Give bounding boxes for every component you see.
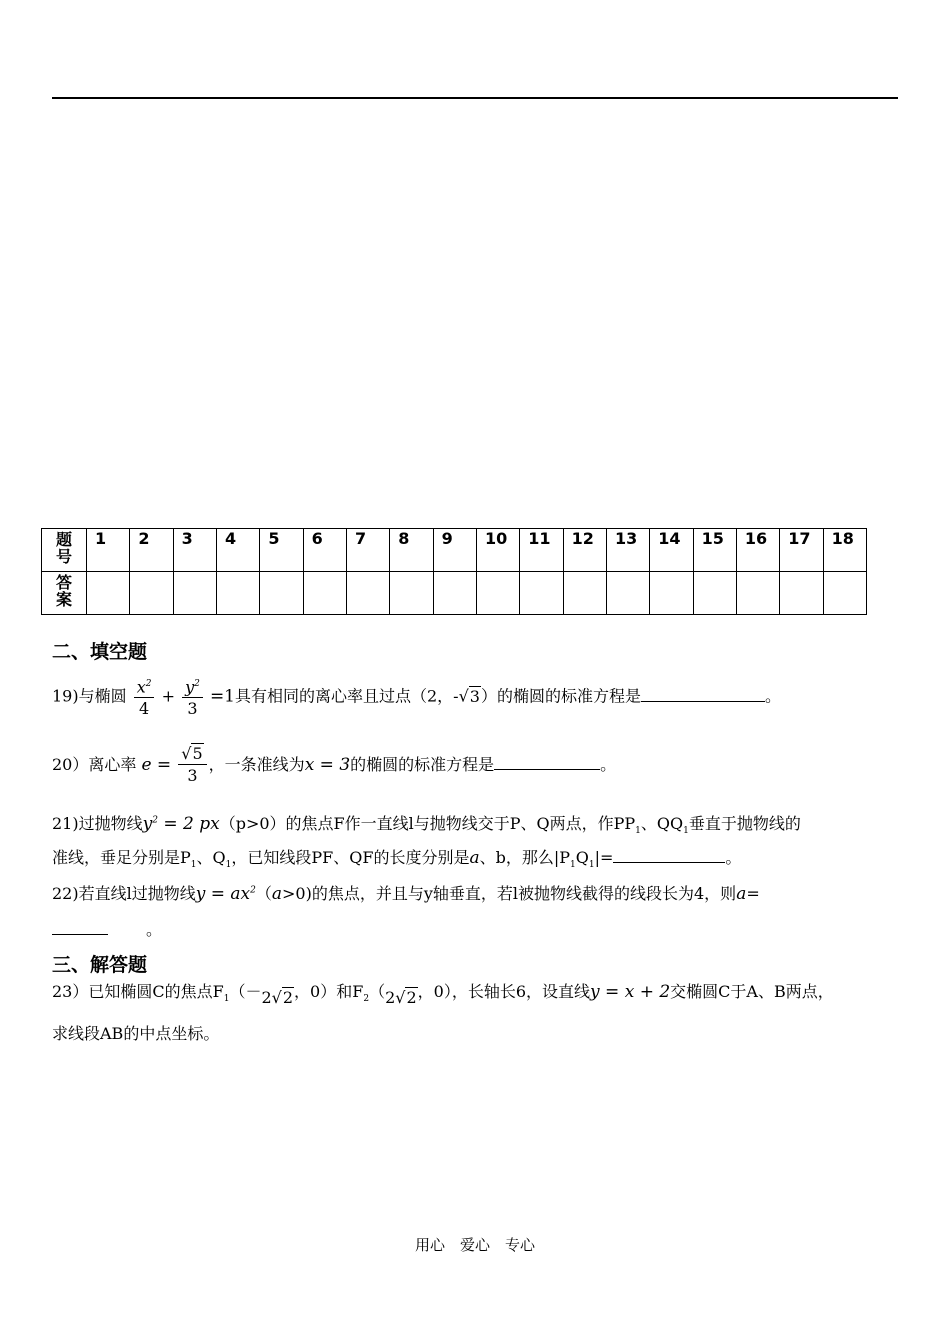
question-23-line1 xyxy=(52,979,834,1007)
answer-cell[interactable] xyxy=(390,572,433,615)
q21-sub: 1 xyxy=(635,826,641,837)
q21-line2-f: |= xyxy=(594,848,614,867)
question-number-cell: 2 xyxy=(130,529,173,572)
q22-answer-blank[interactable] xyxy=(52,934,108,935)
q19-end: 。 xyxy=(765,686,782,706)
question-number-cell: 4 xyxy=(216,529,259,572)
question-number-cell: 11 xyxy=(520,529,563,572)
answer-row xyxy=(42,572,867,615)
question-number-cell: 6 xyxy=(303,529,346,572)
answer-cell[interactable] xyxy=(650,572,693,615)
question-21-line1 xyxy=(52,811,801,836)
q19-fraction-y: $\frac{y^2}{3}$ xyxy=(182,674,203,720)
answer-cell[interactable] xyxy=(606,572,649,615)
q21-line2-c: ，已知线段PF、QF的长度分别是 xyxy=(231,848,470,867)
q20-end: 。 xyxy=(600,755,617,774)
question-number-cell: 9 xyxy=(433,529,476,572)
top-rule xyxy=(52,97,898,99)
answer-cell[interactable] xyxy=(520,572,563,615)
question-23-line2: 求线段AB的中点坐标。 xyxy=(52,1024,220,1043)
question-number-cell: 3 xyxy=(173,529,216,572)
q21-line2-a: 准线，垂足分别是P xyxy=(52,848,191,867)
q19-frac1-num: x xyxy=(136,677,146,697)
q19-suffix: ）的椭圆的标准方程是 xyxy=(480,686,641,706)
q19-frac2-den: 3 xyxy=(187,699,198,719)
q19-sqrt-value: 3 xyxy=(469,686,480,706)
q20-answer-blank[interactable] xyxy=(494,769,600,770)
question-22-blank-line xyxy=(52,917,162,940)
q19-plus: + xyxy=(161,686,175,706)
page-footer: 用心 爱心 专心 xyxy=(414,1236,535,1254)
q23-root1: 2√2 xyxy=(261,988,294,1007)
q19-frac1-den: 4 xyxy=(138,699,150,719)
q19-prefix: 19)与椭圆 xyxy=(52,686,127,706)
q20-fraction: $\frac{√5}{3}$ xyxy=(178,744,206,787)
answer-cell[interactable] xyxy=(173,572,216,615)
answer-cell[interactable] xyxy=(693,572,736,615)
q22-eq-end: = xyxy=(746,884,760,903)
q20-e-equals: e = xyxy=(141,755,172,775)
q23-line1-c: ，0）和F xyxy=(294,982,364,1001)
q21-sub: 1 xyxy=(570,860,576,871)
q21-line1-text: （p>0）的焦点F作一直线l与抛物线交于P、Q两点，作PP xyxy=(219,814,636,833)
q23-sub: 1 xyxy=(223,994,230,1005)
q23-line-equation: y = x + 2 xyxy=(590,982,671,1002)
q20-frac-den: 3 xyxy=(187,766,198,785)
q20-suffix: 的椭圆的标准方程是 xyxy=(350,755,495,774)
q21-line1-end: 垂直于抛物线的 xyxy=(688,814,801,833)
q23-line1-e: ，0），长轴长6，设直线 xyxy=(417,982,591,1001)
answer-cell[interactable] xyxy=(476,572,519,615)
q23-line1-b: （－ xyxy=(229,982,262,1001)
q22-cond-end: >0)的焦点，并且与y轴垂直，若l被抛物线截得的线段长为4，则 xyxy=(282,884,737,903)
q21-line1-mid: 、QQ xyxy=(640,814,684,833)
q22-cond: （ xyxy=(255,884,272,903)
q22-var-a2: a xyxy=(736,884,747,904)
question-number-cell: 10 xyxy=(476,529,519,572)
q21-line2-d: 、b，那么|P xyxy=(479,848,571,867)
q23-root2-val: 2 xyxy=(406,988,417,1007)
q19-fraction-x: $\frac{x^2}{4}$ xyxy=(134,674,155,720)
answer-cell[interactable] xyxy=(260,572,303,615)
question-number-cell: 15 xyxy=(693,529,736,572)
q21-line2-b: 、Q xyxy=(196,848,226,867)
q21-sub: 1 xyxy=(683,826,689,837)
question-number-cell: 12 xyxy=(563,529,606,572)
answer-cell[interactable] xyxy=(563,572,606,615)
q21-end: 。 xyxy=(725,848,742,867)
q19-equals: =1 xyxy=(209,686,235,707)
answer-cell[interactable] xyxy=(346,572,389,615)
q19-frac2-num: y xyxy=(185,677,195,697)
q21-var-a: a xyxy=(469,848,480,868)
q20-x-equals: x = 3 xyxy=(304,755,351,775)
q22-equation: $y = ax^2$ xyxy=(195,884,256,904)
answer-cell[interactable] xyxy=(303,572,346,615)
answer-cell[interactable] xyxy=(130,572,173,615)
q23-line1-a: 23）已知椭圆C的焦点F xyxy=(52,982,224,1001)
section-fill-in-title: 二、填空题 xyxy=(52,641,148,663)
q20-mid: ，一条准线为 xyxy=(208,755,305,774)
q20-prefix: 20）离心率 xyxy=(52,755,137,774)
question-number-cell: 17 xyxy=(780,529,823,572)
answer-cell[interactable] xyxy=(433,572,476,615)
q23-root1-val: 2 xyxy=(282,988,294,1007)
q19-sqrt: √3 xyxy=(458,686,480,706)
question-number-cell: 8 xyxy=(390,529,433,572)
q23-line1-f: 交椭圆C于A、B两点， xyxy=(670,982,834,1001)
q22-var-a: a xyxy=(271,884,283,904)
q21-answer-blank[interactable] xyxy=(613,862,725,863)
q21-equation: $y^2 = 2$ px xyxy=(142,814,220,834)
row-header-answer: 答 案 xyxy=(42,572,87,615)
q23-root2-coef: 2 xyxy=(385,988,396,1007)
q19-answer-blank[interactable] xyxy=(641,701,765,702)
question-number-cell: 5 xyxy=(260,529,303,572)
answer-cell[interactable] xyxy=(780,572,823,615)
q21-eq-rhs: = 2 px xyxy=(157,814,220,834)
row-header-question-number: 题 号 xyxy=(42,529,87,572)
q21-prefix: 21)过抛物线 xyxy=(52,814,143,833)
q19-mid: 具有相同的离心率且过点（2，- xyxy=(235,686,459,706)
q22-prefix: 22)若直线l过抛物线 xyxy=(52,884,196,903)
question-number-cell: 13 xyxy=(606,529,649,572)
question-number-cell: 16 xyxy=(736,529,779,572)
question-number-cell: 1 xyxy=(87,529,130,572)
q22-eq: y = ax xyxy=(195,884,251,904)
answer-cell[interactable] xyxy=(823,572,866,615)
question-number-cell: 14 xyxy=(650,529,693,572)
q23-root1-coef: 2 xyxy=(261,988,272,1007)
q23-root2: 2√2 xyxy=(385,988,417,1007)
question-21-line2 xyxy=(52,845,741,870)
q21-line2-e: Q xyxy=(575,848,589,867)
question-number-cell: 7 xyxy=(346,529,389,572)
q23-line1-d: （ xyxy=(369,982,386,1001)
answer-table xyxy=(41,528,867,615)
number-row xyxy=(42,529,867,572)
question-22 xyxy=(52,881,760,904)
q21-sub: 1 xyxy=(588,860,595,871)
q21-eq-lhs: y xyxy=(142,814,153,834)
q23-sub: 2 xyxy=(363,994,370,1005)
question-20 xyxy=(52,744,616,787)
section-solve-title: 三、解答题 xyxy=(52,954,148,976)
answer-cell[interactable] xyxy=(736,572,779,615)
q20-frac-num: 5 xyxy=(192,744,203,763)
q21-sub: 1 xyxy=(190,860,197,871)
question-number-cell: 18 xyxy=(823,529,866,572)
q21-sub: 1 xyxy=(225,860,232,871)
answer-cell[interactable] xyxy=(216,572,259,615)
question-19 xyxy=(52,674,781,720)
answer-cell[interactable] xyxy=(87,572,130,615)
q22-end: 。 xyxy=(146,920,163,939)
